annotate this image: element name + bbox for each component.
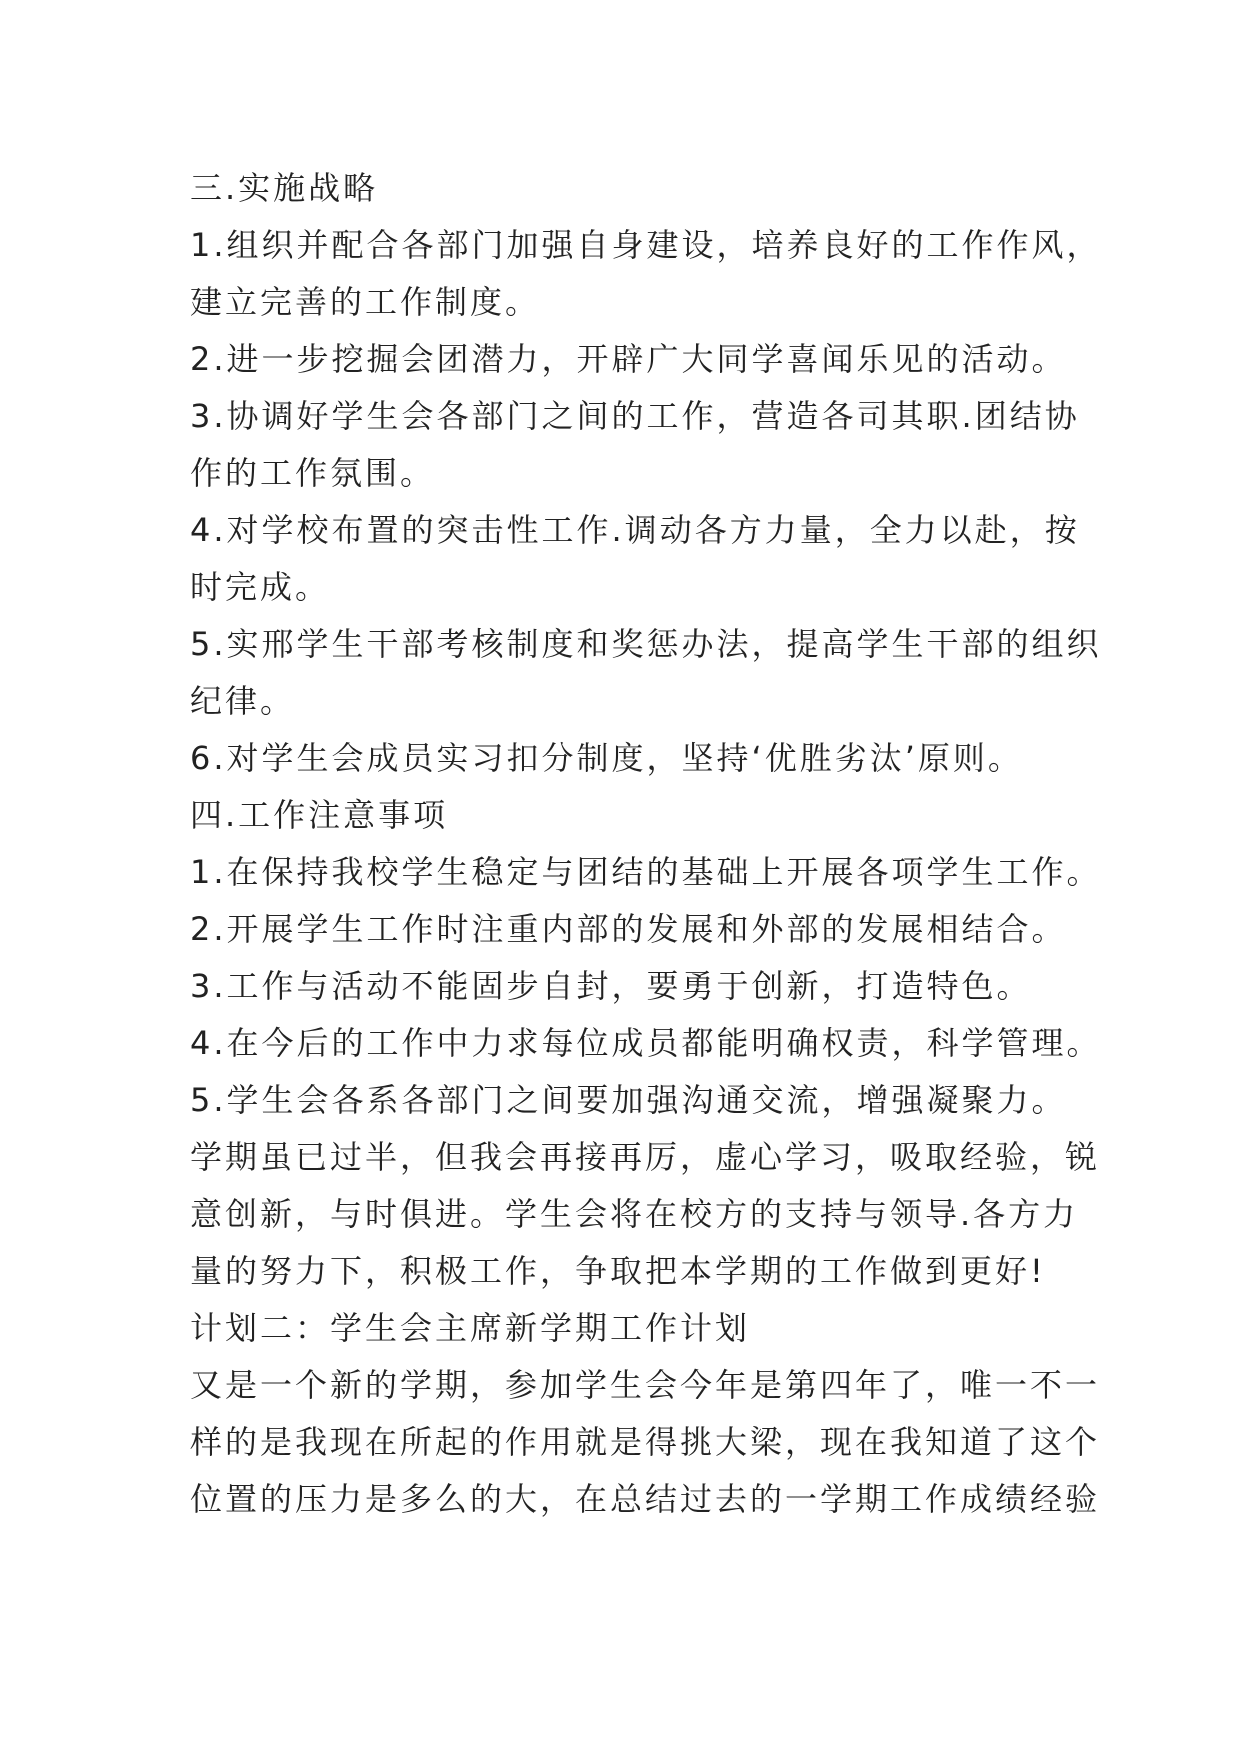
text-line: 学期虽已过半，但我会再接再厉，虚心学习，吸取经验，锐 [190, 1138, 1101, 1176]
text-line: 6.对学生会成员实习扣分制度，坚持‘优胜劣汰’原则。 [190, 739, 1023, 777]
text-line: 1.在保持我校学生稳定与团结的基础上开展各项学生工作。 [190, 853, 1102, 891]
text-line: 3.工作与活动不能固步自封，要勇于创新，打造特色。 [190, 967, 1032, 1005]
text-line: 时完成。 [190, 568, 331, 606]
section-heading-work-notes: 四.工作注意事项 [190, 796, 449, 834]
text-line: 5.实邢学生干部考核制度和奖惩办法，提高学生干部的组织 [190, 625, 1102, 663]
text-line: 2.开展学生工作时注重内部的发展和外部的发展相结合。 [190, 910, 1067, 948]
text-line: 样的是我现在所起的作用就是得挑大梁，现在我知道了这个 [190, 1423, 1101, 1461]
text-line: 意创新，与时俱进。学生会将在校方的支持与领导.各方力 [190, 1195, 1079, 1233]
text-line: 量的努力下，积极工作，争取把本学期的工作做到更好! [190, 1252, 1046, 1290]
text-line: 建立完善的工作制度。 [190, 283, 541, 321]
text-line: 4.对学校布置的突击性工作.调动各方力量，全力以赴，按 [190, 511, 1080, 549]
document-page [190, 160, 1102, 1528]
text-line: 纪律。 [190, 682, 296, 720]
text-line: 作的工作氛围。 [190, 454, 436, 492]
text-line: 位置的压力是多么的大，在总结过去的一学期工作成绩经验 [190, 1480, 1101, 1518]
text-line: 3.协调好学生会各部门之间的工作，营造各司其职.团结协 [190, 397, 1080, 435]
text-line: 4.在今后的工作中力求每位成员都能明确权责，科学管理。 [190, 1024, 1102, 1062]
text-line: 2.进一步挖掘会团潜力，开辟广大同学喜闻乐见的活动。 [190, 340, 1067, 378]
section-heading-implementation-strategy: 三.实施战略 [190, 169, 379, 207]
plan-two-heading: 计划二：学生会主席新学期工作计划 [190, 1309, 751, 1347]
text-line: 5.学生会各系各部门之间要加强沟通交流，增强凝聚力。 [190, 1081, 1067, 1119]
text-line: 1.组织并配合各部门加强自身建设，培养良好的工作作风， [190, 226, 1102, 264]
text-line: 又是一个新的学期，参加学生会今年是第四年了，唯一不一 [190, 1366, 1101, 1404]
